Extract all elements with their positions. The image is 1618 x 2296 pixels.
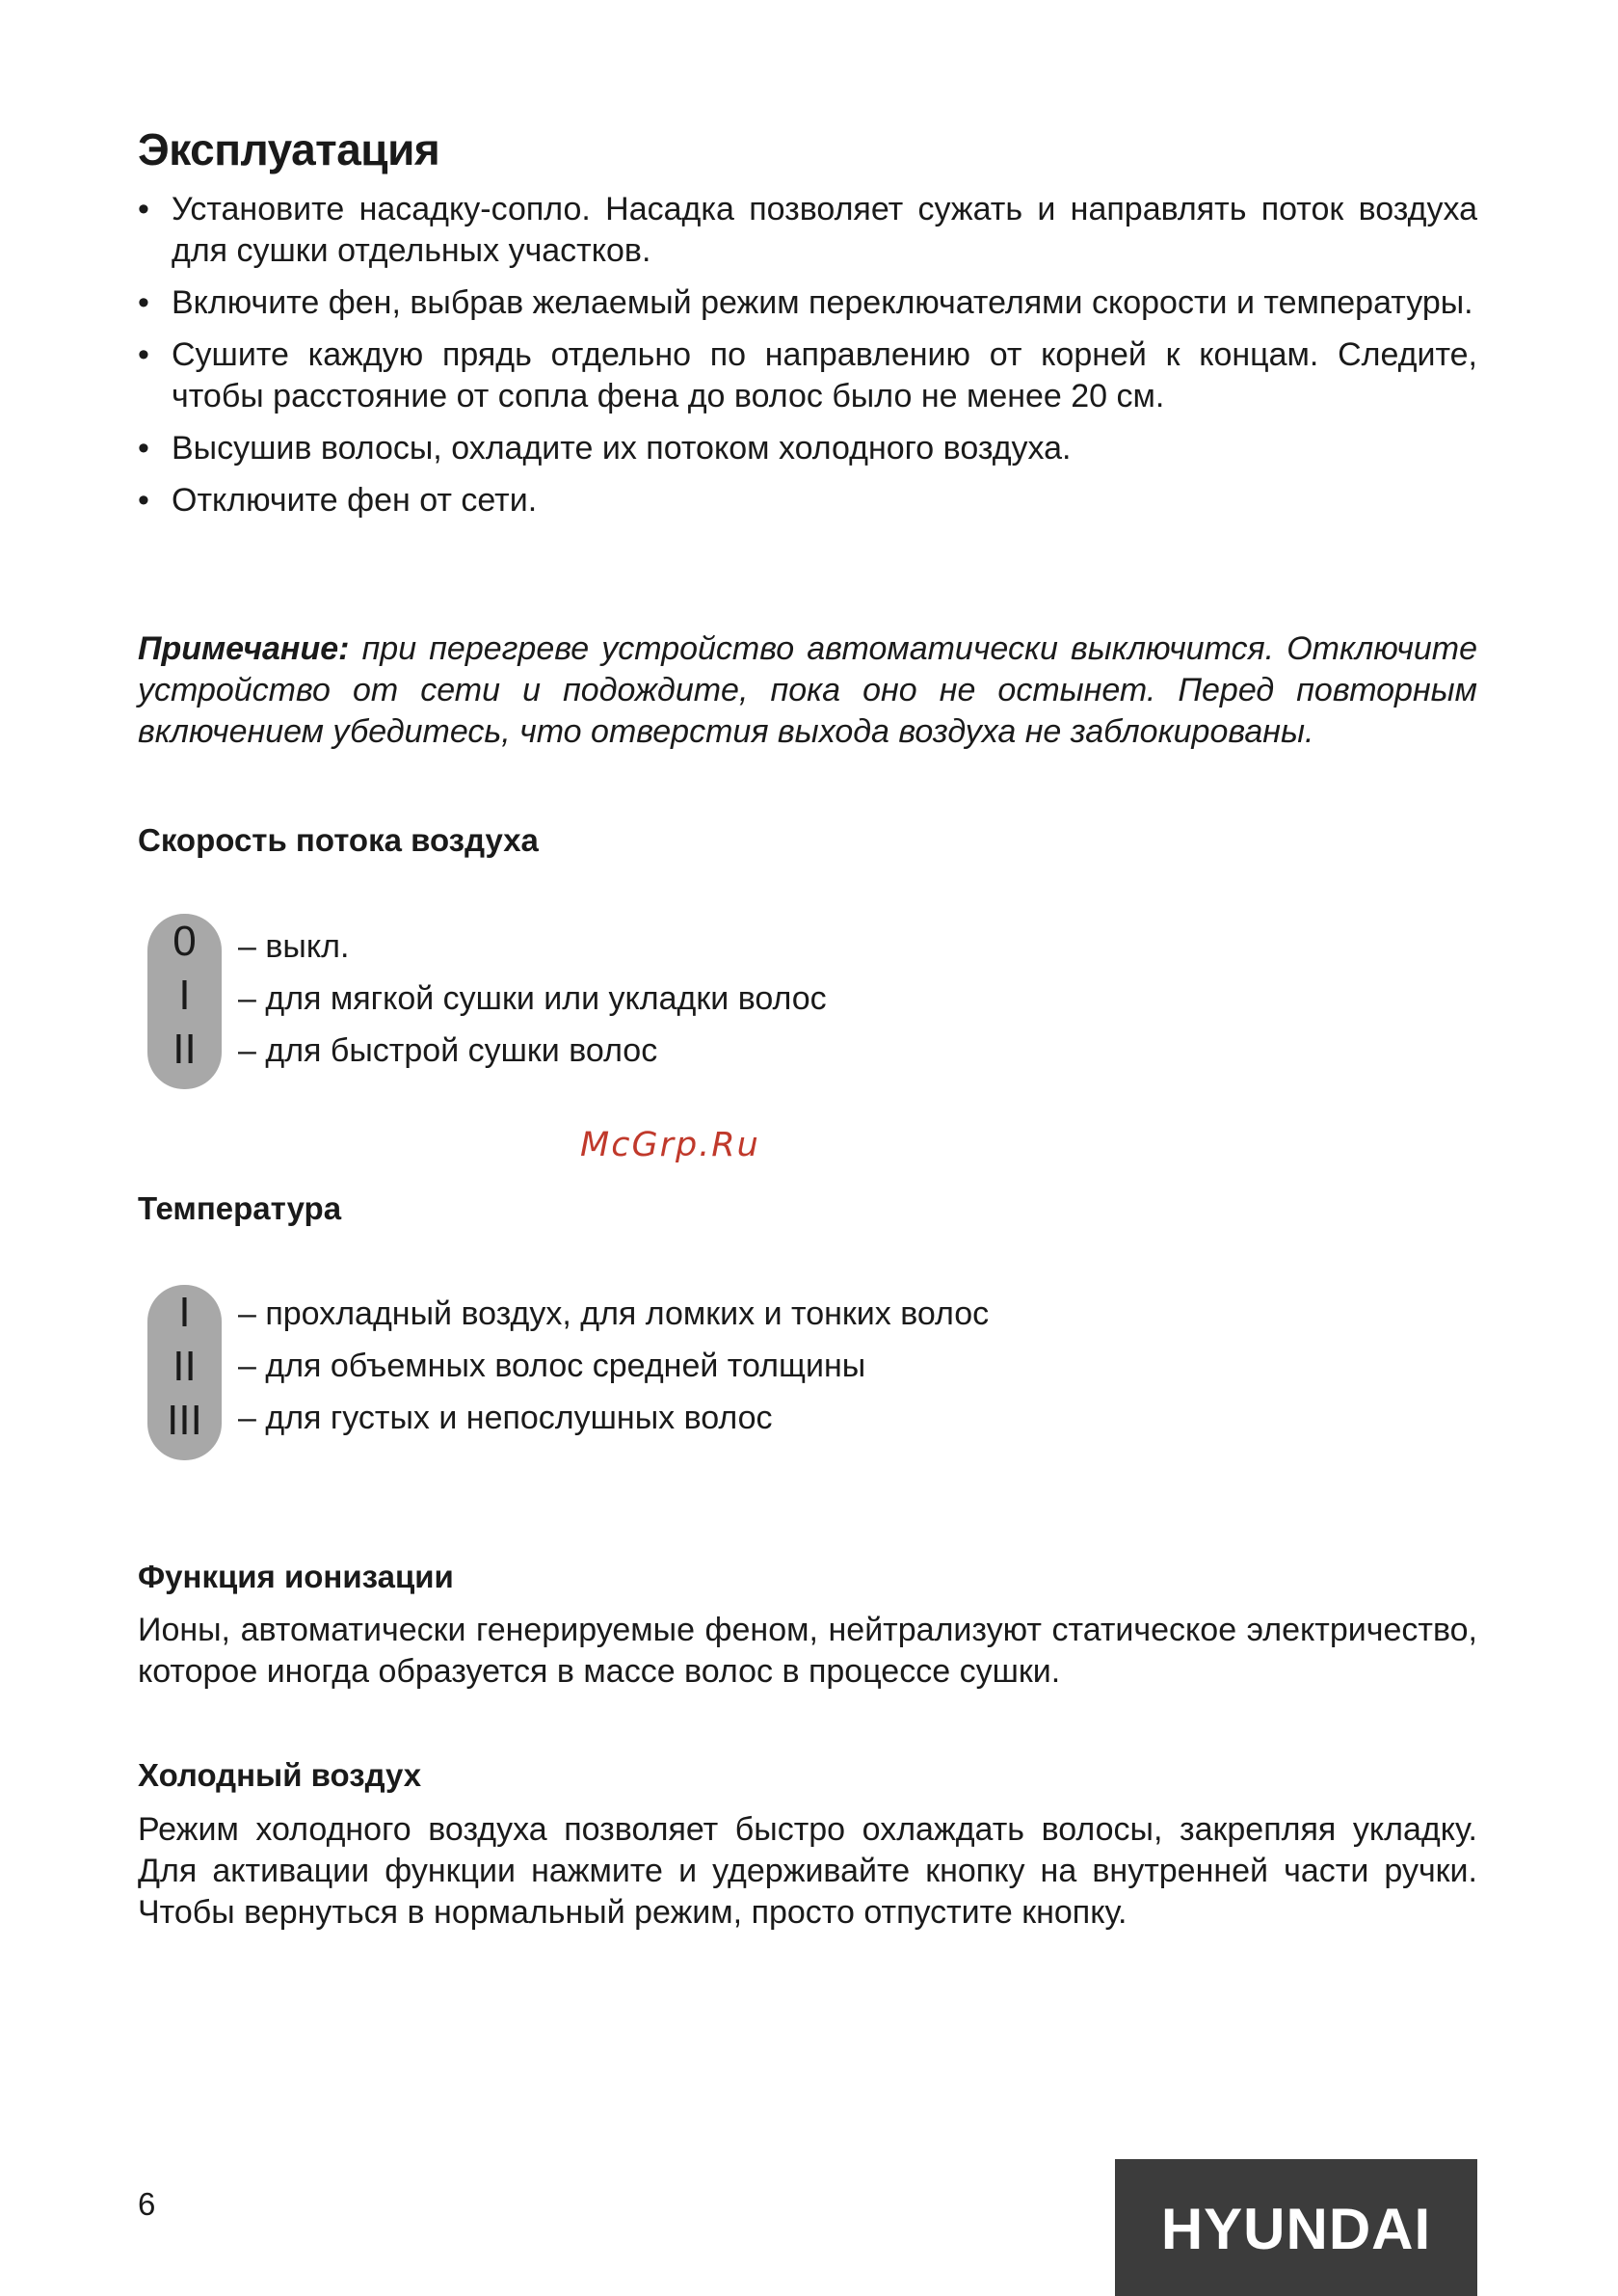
brand-logo <box>1115 2159 1477 2296</box>
temperature-mark: III <box>167 1397 202 1444</box>
watermark: McGrp.Ru <box>580 1126 760 1164</box>
list-item-text: Сушите каждую прядь отдельно по направлению от корней к концам. Следите, чтобы расстояние от сопла фена до волос было не менее 20 см. <box>172 336 1477 414</box>
temperature-switch-icon <box>147 1285 222 1460</box>
speed-switch-icon <box>147 914 222 1089</box>
bullet-icon: • <box>138 430 149 467</box>
legend-item: – прохладный воздух, для ломких и тонких волос <box>238 1295 990 1332</box>
legend-item: – для объемных волос средней толщины <box>238 1348 866 1384</box>
temperature-legend <box>238 1288 989 1444</box>
legend-item: – для густых и непослушных волос <box>238 1400 773 1436</box>
list-item-text: Высушив волосы, охладите их потоком холодного воздуха. <box>172 430 1072 467</box>
bullet-icon: • <box>138 284 149 321</box>
list-item <box>138 282 1477 324</box>
list-item <box>138 334 1477 417</box>
page-number: 6 <box>138 2186 156 2222</box>
operation-steps-list <box>138 189 1477 532</box>
speed-mark: 0 <box>172 918 197 965</box>
ionization-text: Ионы, автоматически генерируемые феном, нейтрализуют статическое электричество, которое иногда образуется в массе волос в процессе сушки. <box>138 1612 1477 1690</box>
speed-mark: I <box>178 972 191 1019</box>
list-item-text: Отключите фен от сети. <box>172 482 538 519</box>
speed-heading: Скорость потока воздуха <box>138 822 539 858</box>
cold-air-text: Режим холодного воздуха позволяет быстро охлаждать волосы, закрепляя укладку. Для активации функции нажмите и удерживайте кнопку на внутренней части ручки. Чтобы вернуться в нормальный режим, просто отпустите кнопку. <box>138 1811 1477 1931</box>
list-item <box>138 480 1477 521</box>
note-label: Примечание: <box>138 630 350 667</box>
legend-item: – выкл. <box>238 928 350 965</box>
note-text: при перегреве устройство автоматически выключится. Отключите устройство от сети и подождите, пока оно не остынет. Перед повторным включением убедитесь, что отверстия выхода воздуха не заблокированы. <box>138 630 1477 750</box>
temperature-mark: II <box>172 1343 197 1390</box>
note-paragraph <box>138 628 1477 753</box>
list-item-text: Установите насадку-сопло. Насадка позволяет сужать и направлять поток воздуха для сушки отдельных участков. <box>172 191 1477 269</box>
temperature-heading: Температура <box>138 1190 342 1226</box>
legend-item: – для быстрой сушки волос <box>238 1032 658 1069</box>
speed-mark: II <box>172 1026 197 1073</box>
brand-text: HYUNDAI <box>1160 2197 1432 2261</box>
bullet-icon: • <box>138 482 149 519</box>
bullet-icon: • <box>138 336 149 373</box>
cold-air-heading: Холодный воздух <box>138 1757 422 1793</box>
list-item <box>138 428 1477 469</box>
list-item-text: Включите фен, выбрав желаемый режим переключателями скорости и температуры. <box>172 284 1473 321</box>
page-title: Эксплуатация <box>138 124 440 174</box>
speed-legend <box>238 921 827 1077</box>
legend-item: – для мягкой сушки или укладки волос <box>238 980 827 1017</box>
ionization-heading: Функция ионизации <box>138 1559 454 1594</box>
bullet-icon: • <box>138 191 149 227</box>
list-item <box>138 189 1477 272</box>
temperature-mark: I <box>178 1289 191 1336</box>
